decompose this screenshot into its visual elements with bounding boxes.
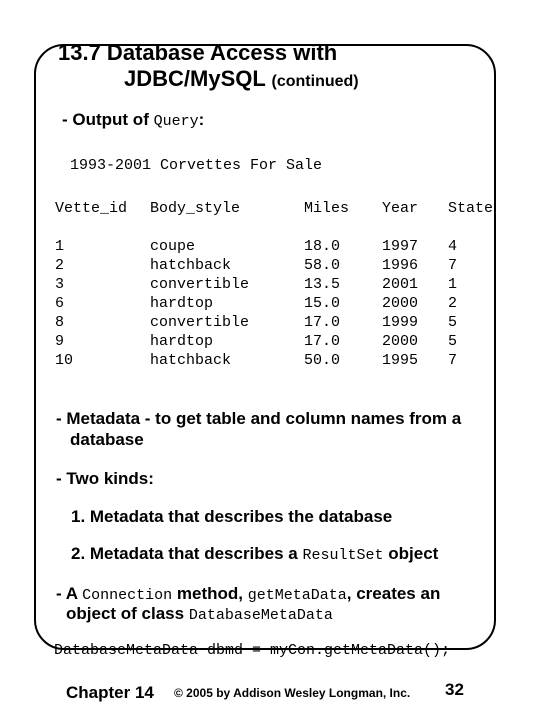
table-cell: 8 — [55, 314, 65, 331]
table-cell: hatchback — [150, 257, 232, 274]
table-cell: 1997 — [382, 238, 419, 255]
table-cell: convertible — [150, 314, 250, 331]
metadata-line2: database — [70, 430, 144, 449]
table-cell: 18.0 — [304, 238, 341, 255]
kind-2 — [71, 544, 438, 564]
table-cell: 10 — [55, 352, 74, 369]
connection-suffix: , creates an — [346, 584, 441, 603]
table-cell: coupe — [150, 238, 196, 255]
table-cell: 2 — [55, 257, 65, 274]
output-heading-code: Query — [153, 113, 199, 130]
table-cell: hardtop — [150, 333, 214, 350]
table-cell: 15.0 — [304, 295, 341, 312]
table-cell: 3 — [55, 276, 65, 293]
table-cell: 1 — [55, 238, 65, 255]
connection-line2-prefix: object of class — [66, 604, 185, 623]
output-title: 1993-2001 Corvettes For Sale — [70, 157, 323, 174]
table-cell: 58.0 — [304, 257, 341, 274]
table-cell: hardtop — [150, 295, 214, 312]
table-header: Year — [382, 200, 419, 217]
table-cell: 1995 — [382, 352, 419, 369]
slide-title-line1: 13.7 Database Access with — [58, 40, 338, 65]
column-miles — [304, 199, 349, 370]
slide-title-line2 — [124, 66, 359, 92]
title-jdbc: JDBC/MySQL — [124, 66, 266, 91]
table-cell: 50.0 — [304, 352, 341, 369]
code-line: DatabaseMetaData dbmd = myCon.getMetaData(); — [54, 642, 451, 659]
table-cell: 2001 — [382, 276, 419, 293]
column-state — [448, 199, 493, 370]
column-body-style — [150, 199, 249, 370]
title-continued: (continued) — [271, 73, 359, 90]
table-header: Body_style — [150, 200, 241, 217]
table-cell: convertible — [150, 276, 250, 293]
table-header: State — [448, 200, 494, 217]
table-cell: 9 — [55, 333, 65, 350]
output-heading-prefix: - Output of — [62, 110, 149, 129]
table-cell: 7 — [448, 257, 458, 274]
table-cell: 17.0 — [304, 333, 341, 350]
database-meta-data-code: DatabaseMetaData — [188, 607, 333, 624]
footer-copyright: © 2005 by Addison Wesley Longman, Inc. — [174, 686, 411, 700]
column-year — [382, 199, 418, 370]
two-kinds: - Two kinds: — [56, 469, 154, 488]
connection-line2 — [66, 604, 333, 624]
table-cell: 7 — [448, 352, 458, 369]
table-cell: 1 — [448, 276, 458, 293]
table-header: Vette_id — [55, 200, 128, 217]
table-cell: 4 — [448, 238, 458, 255]
table-cell: hatchback — [150, 352, 232, 369]
output-heading-suffix: : — [198, 110, 205, 129]
connection-line1 — [56, 584, 440, 604]
table-cell: 2000 — [382, 333, 419, 350]
footer-chapter: Chapter 14 — [66, 683, 154, 702]
table-cell: 1996 — [382, 257, 419, 274]
table-cell: 2 — [448, 295, 458, 312]
table-cell: 5 — [448, 314, 458, 331]
table-cell: 13.5 — [304, 276, 341, 293]
connection-code: Connection — [82, 587, 173, 604]
table-cell: 17.0 — [304, 314, 341, 331]
kind-2-suffix: object — [388, 544, 439, 563]
kind-2-prefix: 2. Metadata that describes a — [71, 544, 298, 563]
connection-mid: method, — [176, 584, 243, 603]
table-header: Miles — [304, 200, 350, 217]
kind-2-code: ResultSet — [302, 547, 384, 564]
connection-prefix: - A — [56, 584, 78, 603]
table-cell: 1999 — [382, 314, 419, 331]
kind-1: 1. Metadata that describes the database — [71, 507, 393, 526]
metadata-line1: - Metadata - to get table and column names from a — [56, 409, 462, 428]
page-number: 32 — [445, 680, 464, 699]
output-heading — [62, 110, 204, 130]
table-cell: 6 — [55, 295, 65, 312]
column-vette-id — [55, 199, 127, 370]
table-cell: 5 — [448, 333, 458, 350]
get-meta-data-code: getMetaData — [247, 587, 347, 604]
table-cell: 2000 — [382, 295, 419, 312]
